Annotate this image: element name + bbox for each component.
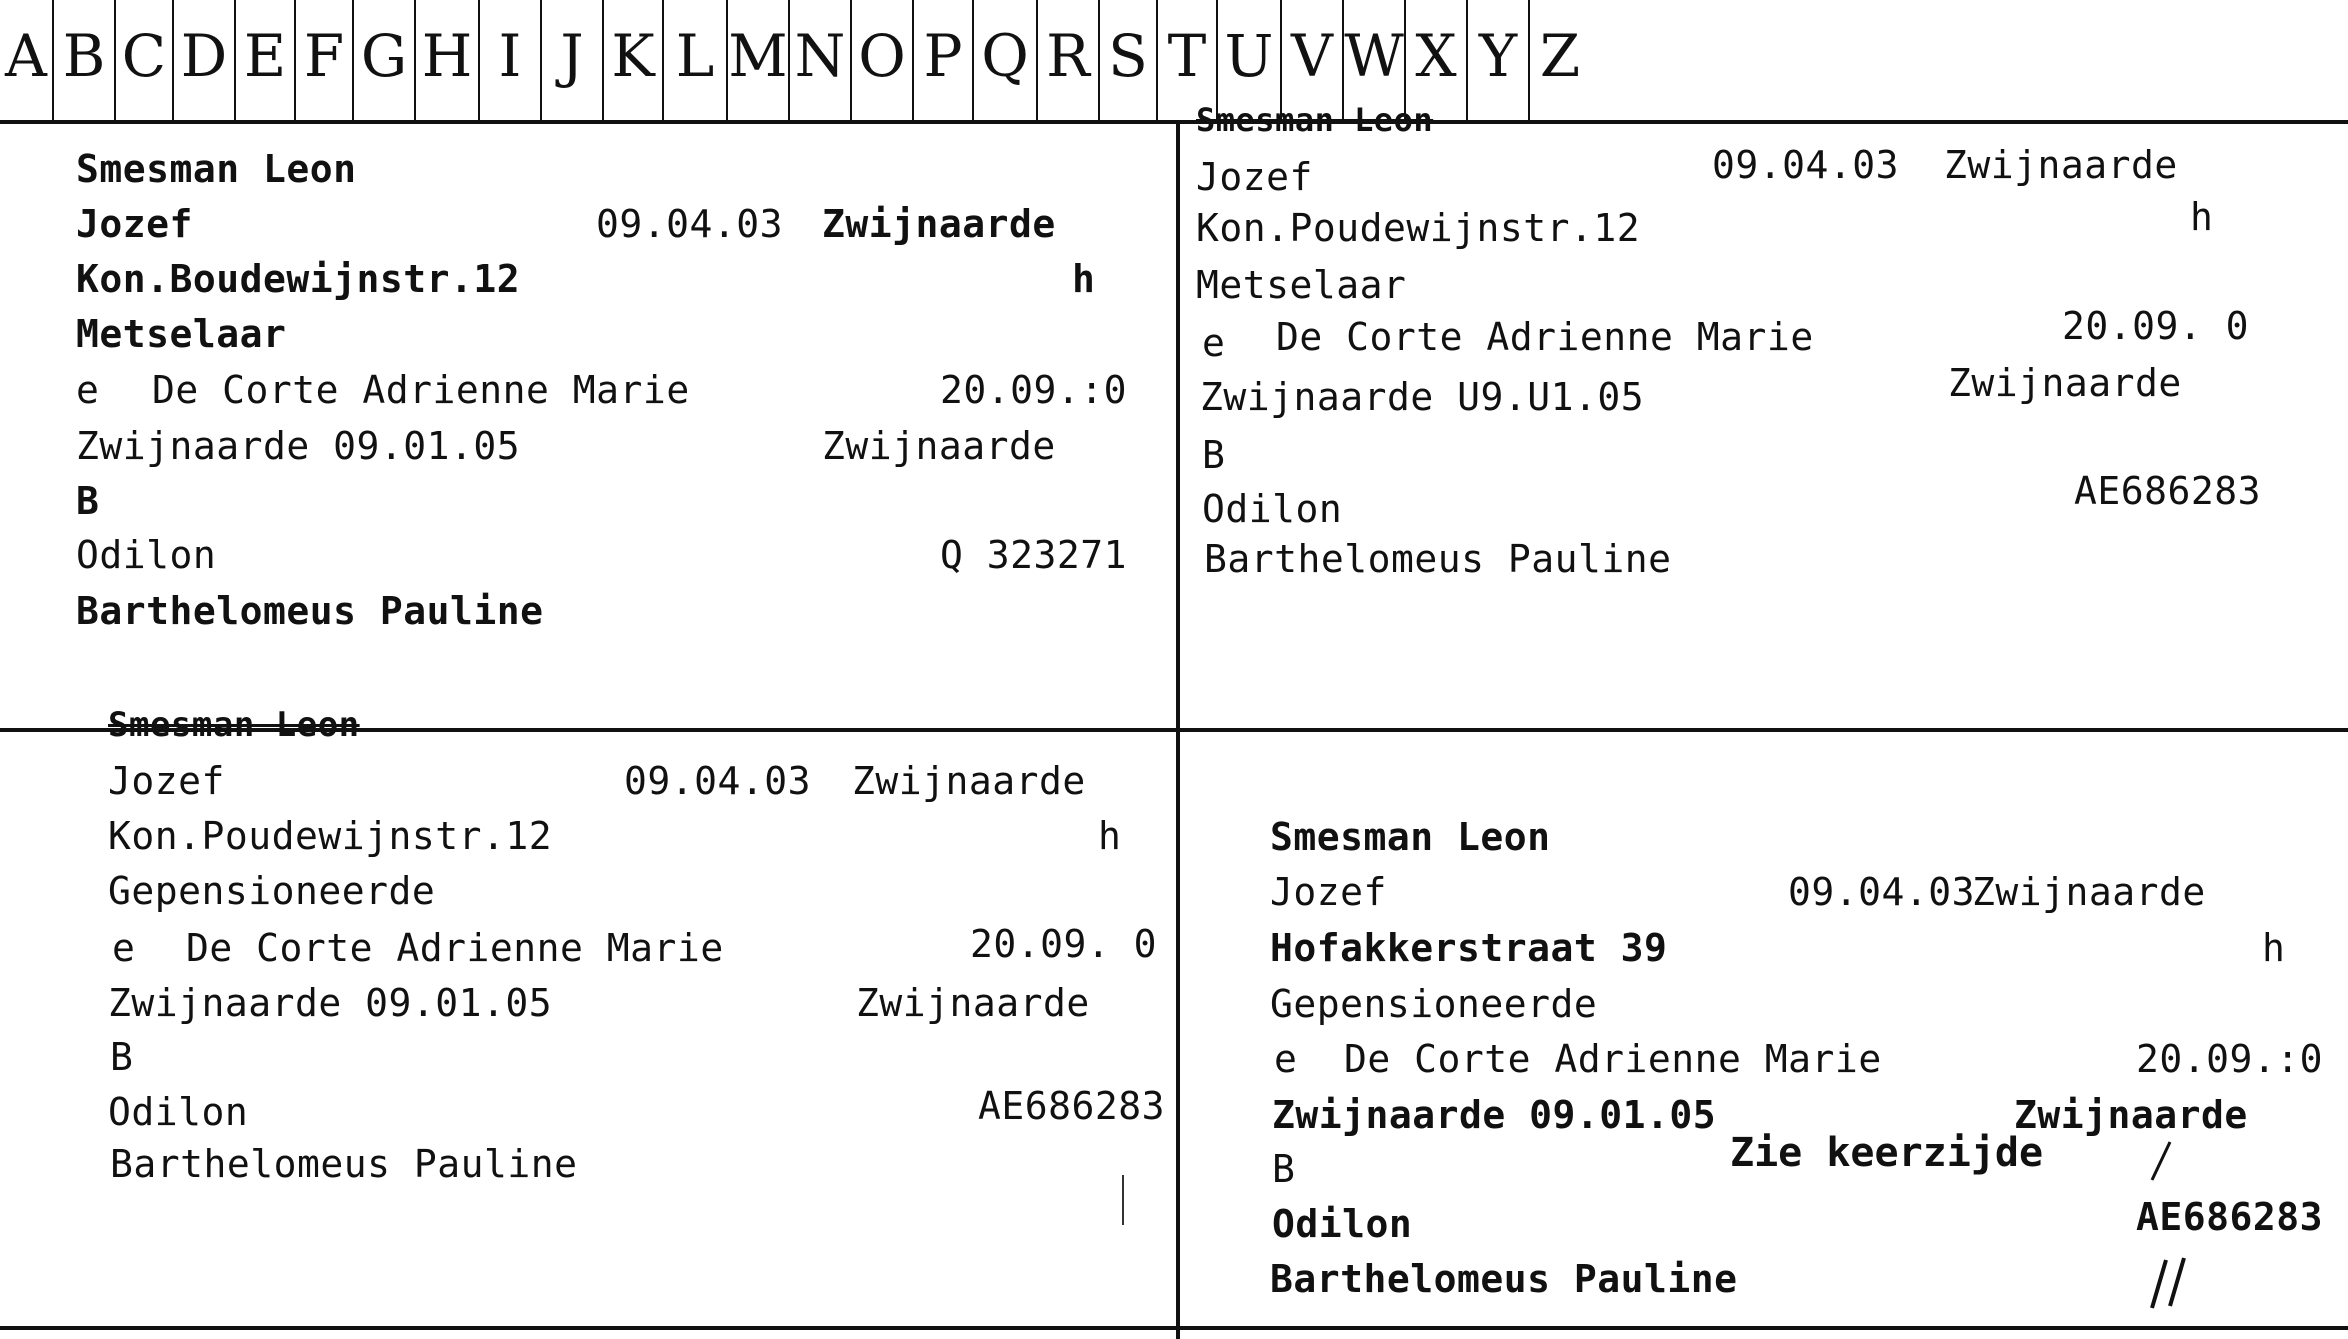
card-mother: Barthelomeus Pauline [110, 1142, 578, 1186]
header-letter-z: Z [1528, 0, 1590, 120]
card-address: Kon.Boudewijnstr.12 [76, 257, 521, 301]
card-first-names: Jozef [1196, 155, 1313, 199]
card-name: Smesman Leon [108, 705, 360, 745]
header-letter-n: N [788, 0, 850, 120]
card-first-names: Jozef [1270, 870, 1387, 914]
card-occupation: Gepensioneerde [108, 869, 436, 913]
card-id-number: AE686283 [978, 1084, 1166, 1128]
card-mother: Barthelomeus Pauline [1204, 537, 1672, 581]
header-letter-v: V [1280, 0, 1342, 120]
header-letter-w: W [1342, 0, 1404, 120]
card-birth-date: 09.04.03 [624, 759, 812, 803]
card-marriage-place: Zwijnaarde [822, 424, 1056, 468]
header-letter-d: D [172, 0, 234, 120]
header-letter-g: G [352, 0, 414, 120]
card-address: Hofakkerstraat 39 [1270, 926, 1668, 970]
card-marriage-place: Zwijnaarde [856, 981, 1090, 1025]
card-status-code: h [2262, 926, 2286, 970]
card-name: Smesman Leon [76, 147, 357, 191]
card-address: Kon.Poudewijnstr.12 [1196, 206, 1641, 250]
header-letter-s: S [1098, 0, 1156, 120]
card-id-number: AE686283 [2136, 1195, 2324, 1239]
card-birth-place: Zwijnaarde [822, 202, 1056, 246]
card-mother: Barthelomeus Pauline [76, 589, 544, 633]
header-letter-q: Q [972, 0, 1036, 120]
card-marriage: Zwijnaarde U9.U1.05 [1200, 375, 1645, 419]
header-letter-r: R [1036, 0, 1098, 120]
header-letter-p: P [912, 0, 972, 120]
card-spouse-prefix: e [76, 368, 100, 412]
header-letter-t: T [1156, 0, 1216, 120]
card-marriage: Zwijnaarde 09.01.05 [1272, 1093, 1717, 1137]
header-letter-c: C [114, 0, 172, 120]
card-spouse-birth-date: 20.09.:0 [940, 368, 1128, 412]
header-letter-b: B [52, 0, 114, 120]
card-birth-place: Zwijnaarde [852, 759, 1086, 803]
card-marriage-place: Zwijnaarde [1948, 361, 2182, 405]
card-occupation: Metselaar [1196, 263, 1407, 307]
header-letter-a: A [5, 22, 47, 90]
card-code-b: B [76, 479, 100, 523]
header-letter-j: J [540, 0, 602, 120]
card-code-b: B [110, 1035, 134, 1079]
card-spouse-birth-date: 20.09. 0 [970, 922, 1158, 966]
card-birth-date: 09.04.03 [1712, 143, 1900, 187]
card-spouse: De Corte Adrienne Marie [1276, 315, 1814, 359]
bottom-border [0, 1326, 2348, 1330]
card-code-b: B [1202, 433, 1226, 477]
card-occupation: Gepensioneerde [1270, 982, 1598, 1026]
card-occupation: Metselaar [76, 312, 287, 356]
pencil-mark [1122, 1175, 1124, 1225]
header-letter-u: U [1216, 0, 1280, 120]
card-birth-place: Zwijnaarde [1972, 870, 2206, 914]
header-letter-e: E [234, 0, 294, 120]
card-code-b: B [1272, 1147, 1296, 1191]
card-spouse-prefix: e [112, 926, 136, 970]
header-letter-y: Y [1466, 0, 1528, 120]
header-letter-x: X [1404, 0, 1466, 120]
card-name: Smesman Leon [1196, 101, 1434, 139]
card-birth-place: Zwijnaarde [1944, 143, 2178, 187]
card-birth-date: 09.04.03 [596, 202, 784, 246]
card-first-names: Jozef [108, 759, 225, 803]
card-first-names: Jozef [76, 202, 193, 246]
card-father: Odilon [108, 1090, 249, 1134]
card-father: Odilon [76, 533, 217, 577]
card-status-code: h [1072, 257, 1096, 301]
card-spouse-prefix: e [1274, 1037, 1298, 1081]
card-spouse: De Corte Adrienne Marie [1344, 1037, 1882, 1081]
header-letter-o: O [850, 0, 912, 120]
card-spouse-birth-date: 20.09.:0 [2136, 1037, 2324, 1081]
card-marriage-place: Zwijnaarde [2014, 1093, 2248, 1137]
card-marriage: Zwijnaarde 09.01.05 [108, 981, 553, 1025]
card-id-number: Q 323271 [940, 533, 1128, 577]
card-spouse: De Corte Adrienne Marie [152, 368, 690, 412]
card-mother: Barthelomeus Pauline [1270, 1257, 1738, 1301]
card-status-code: h [2190, 195, 2214, 239]
card-birth-date: 09.04.03 [1788, 870, 1976, 914]
card-marriage: Zwijnaarde 09.01.05 [76, 424, 521, 468]
header-letter-k: K [602, 0, 662, 120]
card-name: Smesman Leon [1270, 815, 1551, 859]
header-letter-h: H [414, 0, 478, 120]
alphabet-header [0, 0, 2348, 124]
pen-slash-marks [2130, 1140, 2210, 1310]
header-letter-i: I [478, 0, 540, 120]
card-id-number: AE686283 [2074, 469, 2262, 513]
header-letter-f: F [294, 0, 352, 120]
see-reverse-stamp: Zie keerzijde [1730, 1130, 2044, 1176]
card-spouse-birth-date: 20.09. 0 [2062, 304, 2250, 348]
card-father: Odilon [1202, 487, 1343, 531]
card-father: Odilon [1272, 1202, 1413, 1246]
card-address: Kon.Poudewijnstr.12 [108, 814, 553, 858]
card-status-code: h [1098, 814, 1122, 858]
card-spouse-prefix: e [1202, 321, 1226, 365]
header-letter-m: M [726, 0, 788, 120]
card-spouse: De Corte Adrienne Marie [186, 926, 724, 970]
header-letter-l: L [662, 0, 726, 120]
